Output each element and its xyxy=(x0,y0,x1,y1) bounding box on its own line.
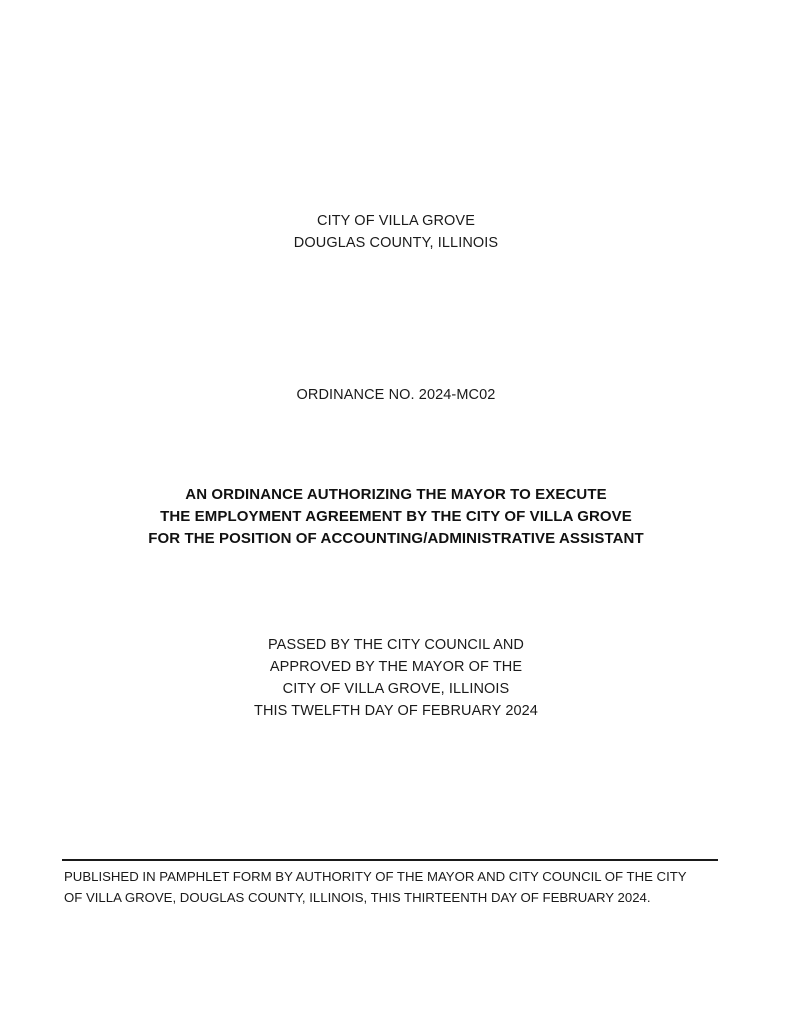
passage-line-2: APPROVED BY THE MAYOR OF THE xyxy=(269,659,523,675)
city-name: CITY OF VILLA GROVE xyxy=(317,213,475,229)
footer-divider xyxy=(62,859,718,861)
passage-line-3: CITY OF VILLA GROVE, ILLINOIS xyxy=(282,681,510,697)
publication-notice xyxy=(64,866,724,908)
document-header xyxy=(0,210,792,254)
ordinance-title xyxy=(0,484,792,550)
title-line-2: THE EMPLOYMENT AGREEMENT BY THE CITY OF VILLA GROVE xyxy=(160,508,632,525)
ordinance-number-text: ORDINANCE NO. 2024-MC02 xyxy=(296,387,496,403)
publication-line-2: OF VILLA GROVE, DOUGLAS COUNTY, ILLINOIS, THIS THIRTEENTH DAY OF FEBRUARY 2024. xyxy=(64,890,651,905)
ordinance-number xyxy=(0,384,792,406)
title-line-3: FOR THE POSITION OF ACCOUNTING/ADMINISTRATIVE ASSISTANT xyxy=(148,530,644,547)
title-line-1: AN ORDINANCE AUTHORIZING THE MAYOR TO EXECUTE xyxy=(185,486,607,503)
passage-line-4: THIS TWELFTH DAY OF FEBRUARY 2024 xyxy=(254,703,538,719)
passage-line-1: PASSED BY THE CITY COUNCIL AND xyxy=(267,637,524,653)
county-state: DOUGLAS COUNTY, ILLINOIS xyxy=(293,235,499,251)
publication-line-1: PUBLISHED IN PAMPHLET FORM BY AUTHORITY OF THE MAYOR AND CITY COUNCIL OF THE CITY xyxy=(64,869,687,884)
passage-statement xyxy=(0,634,792,722)
